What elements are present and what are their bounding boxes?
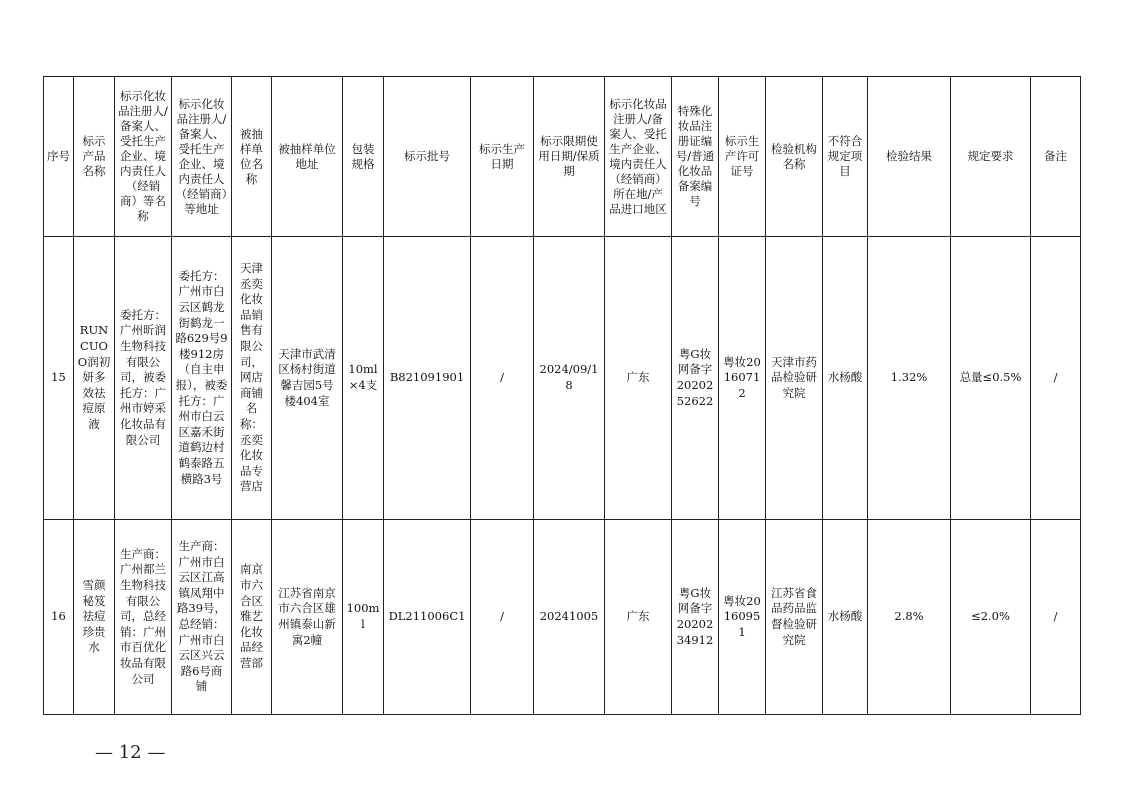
cell-lab: 江苏省食品药品监督检验研究院 xyxy=(766,520,823,715)
cell-no: 16 xyxy=(44,520,74,715)
header-registrant-name: 标示化妆品注册人/备案人、受托生产企业、境内责任人（经销商）等名称 xyxy=(115,77,172,237)
cell-package: 10ml×4支 xyxy=(343,237,384,520)
header-product-name: 标示产品名称 xyxy=(74,77,115,237)
cell-failed-item: 水杨酸 xyxy=(823,520,868,715)
header-production-date: 标示生产日期 xyxy=(471,77,534,237)
cell-sampled-address: 天津市武清区杨村街道馨吉园5号楼404室 xyxy=(272,237,343,520)
cell-requirement: ≤2.0% xyxy=(951,520,1031,715)
header-lab: 检验机构名称 xyxy=(766,77,823,237)
cell-product-name: RUNCUOO润初妍多效祛痘原液 xyxy=(74,237,115,520)
cell-failed-item: 水杨酸 xyxy=(823,237,868,520)
header-remark: 备注 xyxy=(1031,77,1081,237)
cell-batch: DL211006C1 xyxy=(384,520,471,715)
cell-license-no: 粤妆20160712 xyxy=(719,237,766,520)
cell-package: 100ml xyxy=(343,520,384,715)
cell-region: 广东 xyxy=(605,237,672,520)
header-requirement: 规定要求 xyxy=(951,77,1031,237)
cell-requirement: 总量≤0.5% xyxy=(951,237,1031,520)
inspection-table-wrapper xyxy=(43,76,1080,715)
cell-filing-no: 粤G妆网备字2020234912 xyxy=(672,520,719,715)
header-region: 标示化妆品注册人/备案人、受托生产企业、境内责任人（经销商）所在地/产品进口地区 xyxy=(605,77,672,237)
cell-registrant-name: 生产商：广州都兰生物科技有限公司，总经销：广州市百优化妆品有限公司 xyxy=(115,520,172,715)
header-result: 检验结果 xyxy=(868,77,951,237)
cell-sampled-unit: 南京市六合区雅艺化妆品经营部 xyxy=(232,520,272,715)
header-sampled-unit: 被抽样单位名称 xyxy=(232,77,272,237)
cell-registrant-address: 委托方：广州市白云区鹤龙街鹤龙一路629号9楼912房（自主申报），被委托方：广州市白云区嘉禾街道鹤边村鹤泰路五横路3号 xyxy=(172,237,232,520)
cell-production-date: / xyxy=(471,237,534,520)
cell-license-no: 粤妆20160951 xyxy=(719,520,766,715)
cell-result: 1.32% xyxy=(868,237,951,520)
cell-production-date: / xyxy=(471,520,534,715)
cell-lab: 天津市药品检验研究院 xyxy=(766,237,823,520)
cell-expiry: 2024/09/18 xyxy=(534,237,605,520)
inspection-results-table xyxy=(43,76,1081,715)
cell-sampled-unit: 天津丞奕化妆品销售有限公司，网店商铺名称：丞奕化妆品专营店 xyxy=(232,237,272,520)
header-batch: 标示批号 xyxy=(384,77,471,237)
table-header-row xyxy=(44,77,1081,237)
header-package: 包装规格 xyxy=(343,77,384,237)
header-filing-no: 特殊化妆品注册证编号/普通化妆品备案编号 xyxy=(672,77,719,237)
header-registrant-address: 标示化妆品注册人/备案人、受托生产企业、境内责任人（经销商）等地址 xyxy=(172,77,232,237)
page-number: — 12 — xyxy=(95,742,166,763)
cell-sampled-address: 江苏省南京市六合区雄州镇泰山新寓2幢 xyxy=(272,520,343,715)
header-expiry: 标示限期使用日期/保质期 xyxy=(534,77,605,237)
cell-remark: / xyxy=(1031,520,1081,715)
header-failed-item: 不符合规定项目 xyxy=(823,77,868,237)
cell-filing-no: 粤G妆网备字2020252622 xyxy=(672,237,719,520)
cell-remark: / xyxy=(1031,237,1081,520)
table-row xyxy=(44,237,1081,520)
cell-expiry: 20241005 xyxy=(534,520,605,715)
cell-result: 2.8% xyxy=(868,520,951,715)
cell-batch: B821091901 xyxy=(384,237,471,520)
header-sampled-address: 被抽样单位地址 xyxy=(272,77,343,237)
cell-product-name: 雪颜秘笈祛痘珍贵水 xyxy=(74,520,115,715)
table-row xyxy=(44,520,1081,715)
cell-registrant-address: 生产商：广州市白云区江高镇凤翔中路39号，总经销：广州市白云区兴云路6号商铺 xyxy=(172,520,232,715)
header-license-no: 标示生产许可证号 xyxy=(719,77,766,237)
cell-registrant-name: 委托方：广州昕润生物科技有限公司，被委托方：广州市婷采化妆品有限公司 xyxy=(115,237,172,520)
cell-region: 广东 xyxy=(605,520,672,715)
header-no: 序号 xyxy=(44,77,74,237)
cell-no: 15 xyxy=(44,237,74,520)
